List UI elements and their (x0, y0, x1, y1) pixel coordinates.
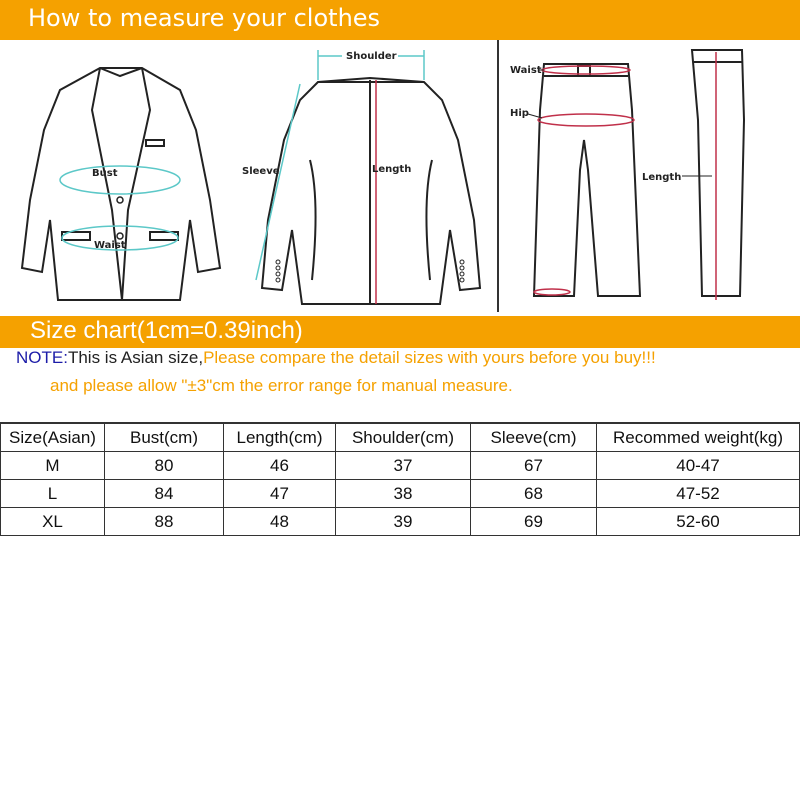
sleeve-measure-line (256, 84, 300, 280)
waist-label: Waist (94, 240, 126, 251)
cell-weight: 47-52 (597, 480, 800, 508)
pants-length-label: Length (642, 172, 682, 183)
table-row (1, 480, 800, 508)
cell-sleeve: 69 (471, 508, 597, 536)
cell-bust: 84 (105, 480, 224, 508)
cell-bust: 88 (105, 508, 224, 536)
jacket-front-drawing (22, 68, 220, 300)
pants-side-drawing (692, 50, 744, 296)
note-line-1 (16, 348, 656, 368)
length-label: Length (372, 164, 412, 175)
note-line-2: and please allow "±3"cm the error range for manual measure. (50, 376, 513, 395)
header-length: Length(cm) (224, 423, 336, 452)
cell-bust: 80 (105, 452, 224, 480)
bust-label: Bust (92, 168, 118, 179)
jacket-back-drawing (262, 78, 480, 304)
button-icon (117, 197, 123, 203)
waist-measure-line-pants (542, 66, 630, 74)
hip-measure-line (538, 114, 634, 126)
cell-size: XL (1, 508, 105, 536)
cell-length: 48 (224, 508, 336, 536)
note-asian-size: This is Asian size, (67, 348, 204, 367)
sleeve-label: Sleeve (242, 166, 280, 177)
cell-length: 46 (224, 452, 336, 480)
button-icon (117, 233, 123, 239)
size-table (0, 422, 800, 536)
header-sleeve: Sleeve(cm) (471, 423, 597, 452)
bust-measure-line (60, 166, 180, 194)
size-chart-title: Size chart(1cm=0.39inch) (30, 317, 303, 344)
cell-shoulder: 38 (336, 480, 471, 508)
cell-size: L (1, 480, 105, 508)
table-header-row (1, 423, 800, 452)
table-row (1, 508, 800, 536)
table-row (1, 452, 800, 480)
cell-length: 47 (224, 480, 336, 508)
cell-sleeve: 68 (471, 480, 597, 508)
cell-weight: 52-60 (597, 508, 800, 536)
hem-measure-line (534, 289, 570, 295)
header-weight: Recommed weight(kg) (597, 423, 800, 452)
cell-size: M (1, 452, 105, 480)
cell-shoulder: 37 (336, 452, 471, 480)
cell-sleeve: 67 (471, 452, 597, 480)
pants-waist-label: Waist (510, 65, 542, 76)
page-title: How to measure your clothes (28, 4, 381, 32)
header-shoulder: Shoulder(cm) (336, 423, 471, 452)
note-label: NOTE: (16, 348, 68, 367)
header-bust: Bust(cm) (105, 423, 224, 452)
shoulder-label: Shoulder (346, 51, 397, 62)
pants-front-drawing (534, 64, 640, 296)
cell-weight: 40-47 (597, 452, 800, 480)
note-compare: Please compare the detail sizes with yours before you buy!!! (203, 348, 656, 367)
header-size: Size(Asian) (1, 423, 105, 452)
cell-shoulder: 39 (336, 508, 471, 536)
pants-hip-label: Hip (510, 108, 529, 119)
measurement-illustration (0, 40, 800, 312)
